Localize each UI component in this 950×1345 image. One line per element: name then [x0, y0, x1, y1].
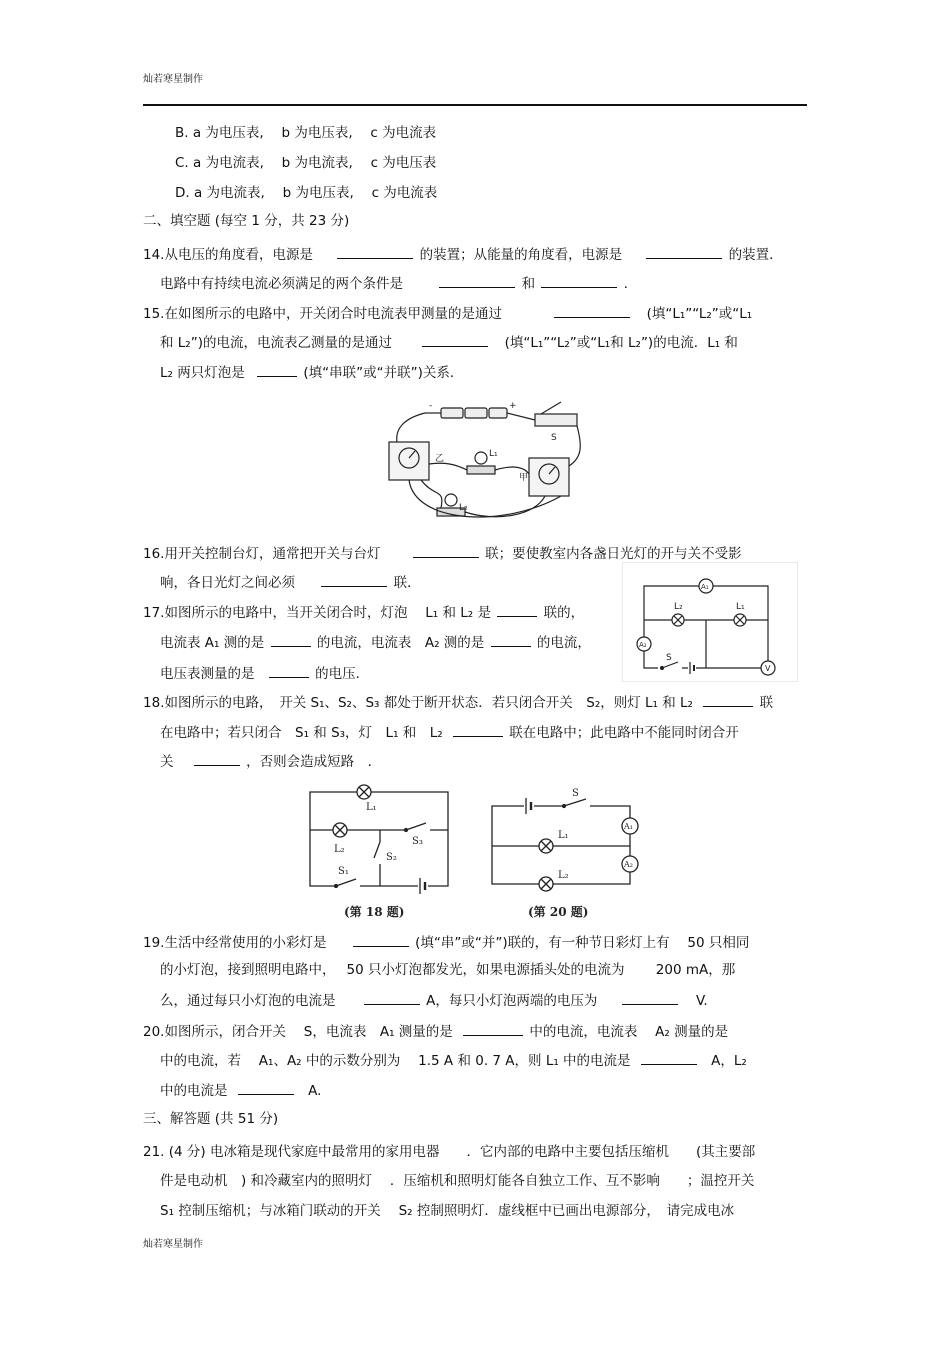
q19-blank-1[interactable]	[353, 932, 409, 947]
question-14-line-2	[160, 273, 637, 293]
knife-switch	[507, 402, 577, 426]
q14-blank-3[interactable]	[439, 273, 515, 288]
figure-q17-circuit	[622, 562, 798, 682]
q17-blank-1[interactable]	[497, 602, 537, 617]
question-20-line-3	[160, 1080, 321, 1100]
switch-s3-label: S₃	[412, 836, 423, 847]
q17-blank-2[interactable]	[271, 632, 311, 647]
lamp-l1-label: L₁	[558, 830, 569, 841]
q20-text-1: 20.如图所示，闭合开关 S，电流表 A₁ 测量的是	[143, 1024, 453, 1040]
q14-text-5: 和	[521, 276, 536, 292]
lamp-l1-symbol	[357, 785, 371, 799]
q17-text-1: 17.如图所示的电路中，当开关闭合时，灯泡 L₁ 和 L₂ 是	[143, 605, 492, 621]
voltmeter-label: V	[765, 664, 771, 673]
q19-text-3: 么，通过每只小灯泡的电流是	[160, 993, 336, 1009]
question-17-line-2	[160, 632, 591, 652]
question-18-line-3	[160, 751, 381, 771]
lamp-l1-symbol	[734, 614, 746, 626]
q17-blank-4[interactable]	[269, 663, 309, 678]
q18-text-1: 18.如图所示的电路， 开关 S₁、S₂、S₃ 都处于断开状态．若只闭合开关 S₂，则灯 L₁ 和 L₂	[143, 695, 693, 711]
q17-text-6: 电压表测量的是	[160, 666, 255, 682]
switch-s-symbol	[658, 662, 682, 673]
q18-text-3: 在电路中；若只闭合 S₁ 和 S₃，灯 L₁ 和 L₂	[160, 725, 443, 741]
q14-blank-2[interactable]	[646, 244, 722, 259]
q18-text-4: 联在电路中；此电路中不能同时闭合开	[509, 725, 739, 741]
question-14-line-1	[143, 244, 783, 264]
q14-text-4: 电路中有持续电流必须满足的两个条件是	[160, 276, 403, 292]
q19-text-2: (填“串”或“并”)联的，有一种节日彩灯上有 50 只相同	[415, 935, 750, 951]
battery-pack	[425, 408, 507, 418]
q19-text-5: V.	[695, 993, 708, 1009]
q15-text-2: (填“L₁”“L₂”或“L₁	[646, 306, 753, 322]
switch-s1-label: S₁	[338, 866, 349, 877]
section-fill-in-title: 二、填空题 (每空 1 分，共 23 分)	[143, 213, 350, 229]
q14-blank-4[interactable]	[541, 273, 617, 288]
question-18-line-2	[160, 722, 739, 742]
question-16-line-1	[143, 543, 742, 563]
q18-blank-2[interactable]	[453, 722, 503, 737]
lamp-l2-symbol	[672, 614, 684, 626]
switch-s2-label: S₂	[386, 852, 397, 863]
ammeter-a1-label: A₁	[624, 822, 633, 831]
switch-label: S	[551, 433, 557, 443]
question-19-line-2: 的小灯泡，接到照明电路中， 50 只小灯泡都发光，如果电源插头处的电流为 200 mA，那	[160, 962, 736, 978]
battery-symbol	[524, 798, 534, 814]
switch-s-label: S	[666, 653, 672, 663]
option-c: C. a 为电流表, b 为电流表, c 为电压表	[175, 155, 437, 171]
question-15-line-3	[160, 362, 463, 382]
lamp-l2-symbol	[539, 877, 553, 891]
q18-blank-1[interactable]	[703, 692, 753, 707]
ammeter-yi	[389, 442, 429, 480]
q20-blank-2[interactable]	[641, 1050, 697, 1065]
outer-loop	[310, 792, 448, 886]
q15-blank-1[interactable]	[554, 303, 630, 318]
question-19-line-3	[160, 990, 708, 1010]
ammeter-a1-label: A₁	[701, 583, 709, 591]
q15-text-3: 和 L₂”)的电流，电流表乙测量的是通过	[160, 335, 392, 351]
q15-text-1: 15.在如图所示的电路中，开关闭合时电流表甲测量的是通过	[143, 306, 502, 322]
q20-text-4: A，L₂	[711, 1053, 747, 1069]
page-header: 灿若寒星制作	[143, 74, 203, 85]
question-18-line-1	[143, 692, 773, 712]
figure-q15-circuit	[385, 398, 585, 530]
lamp-l1-label: L₁	[736, 602, 745, 612]
bulb-l2-label: L₂	[459, 503, 468, 513]
q14-text-1: 14.从电压的角度看，电源是	[143, 247, 313, 263]
q20-blank-3[interactable]	[238, 1080, 294, 1095]
q17-text-5: 的电流，	[536, 635, 591, 651]
q15-blank-3[interactable]	[257, 362, 297, 377]
q17-text-7: 的电压．	[315, 666, 370, 682]
q20-blank-1[interactable]	[463, 1021, 523, 1036]
question-21-line-1: 21. (4 分) 电冰箱是现代家庭中最常用的家用电器 ．它内部的电路中主要包括压缩机 (其主要部	[143, 1144, 756, 1160]
meter-yi-label: 乙	[435, 454, 445, 464]
q14-text-6: ．	[623, 276, 638, 292]
switch-s1-symbol	[334, 879, 360, 891]
lamp-l1-symbol	[539, 839, 553, 853]
figure-q20-circuit	[480, 780, 650, 922]
q16-blank-1[interactable]	[413, 543, 479, 558]
q15-text-4: (填“L₁”“L₂”或“L₁和 L₂”)的电流．L₁ 和	[504, 335, 738, 351]
question-19-line-1	[143, 932, 749, 952]
battery-minus-label: -	[429, 401, 433, 411]
figure-q18-circuit	[300, 780, 460, 922]
q18-text-5: 关	[160, 754, 174, 770]
q16-text-1: 16.用开关控制台灯，通常把开关与台灯	[143, 546, 381, 562]
question-20-line-1	[143, 1021, 728, 1041]
figure-20-caption: (第 20 题)	[528, 905, 589, 919]
q16-text-4: 联．	[393, 575, 421, 591]
q14-blank-1[interactable]	[337, 244, 413, 259]
switch-s-label: S	[572, 788, 579, 799]
lamp-l2-symbol	[333, 823, 347, 837]
q15-text-6: (填“串联”或“并联”)关系．	[303, 365, 464, 381]
q15-text-5: L₂ 两只灯泡是	[160, 365, 245, 381]
question-15-line-2	[160, 332, 738, 352]
lamp-l2-label: L₂	[334, 844, 345, 855]
header-rule	[143, 104, 807, 106]
option-b: B. a 为电压表, b 为电压表, c 为电流表	[175, 125, 437, 141]
question-20-line-2	[160, 1050, 747, 1070]
q20-text-6: A.	[308, 1083, 322, 1099]
question-17-line-3	[160, 663, 369, 683]
q17-text-4: 的电流，电流表 A₂ 测的是	[316, 635, 485, 651]
lamp-l2-label: L₂	[558, 870, 569, 881]
ammeter-a2-label: A₂	[639, 641, 647, 649]
question-15-line-1	[143, 303, 752, 323]
q16-text-2: 联；要使教室内各盏日光灯的开与关不受影	[485, 546, 742, 562]
ammeter-jia	[529, 458, 569, 496]
q18-blank-3[interactable]	[194, 751, 240, 766]
option-d: D. a 为电流表, b 为电压表, c 为电流表	[175, 185, 438, 201]
q19-blank-2[interactable]	[364, 990, 420, 1005]
lamp-l2-label: L₂	[674, 602, 683, 612]
meter-jia-label: 甲	[519, 473, 529, 483]
q19-text-4: A，每只小灯泡两端的电压为	[426, 993, 598, 1009]
q14-text-2: 的装置；从能量的角度看，电源是	[419, 247, 623, 263]
q17-text-2: 联的，	[543, 605, 585, 621]
q17-text-3: 电流表 A₁ 测的是	[160, 635, 265, 651]
switch-s-symbol	[562, 799, 590, 812]
q17-blank-3[interactable]	[491, 632, 531, 647]
q19-text-1: 19.生活中经常使用的小彩灯是	[143, 935, 327, 951]
question-21-line-3: S₁ 控制压缩机；与冰箱门联动的开关 S₂ 控制照明灯．虚线框中已画出电源部分， 请完成电冰	[160, 1203, 735, 1219]
question-17-line-1	[143, 602, 584, 622]
switch-s2-symbol	[374, 830, 380, 886]
q16-blank-2[interactable]	[321, 572, 387, 587]
page-footer: 灿若寒星制作	[143, 1239, 203, 1250]
section-answer-title: 三、解答题 (共 51 分)	[143, 1111, 279, 1127]
battery-symbol	[688, 662, 696, 674]
q19-blank-3[interactable]	[622, 990, 678, 1005]
q16-text-3: 响，各日光灯之间必须	[160, 575, 295, 591]
lamp-l1-label: L₁	[366, 802, 377, 813]
q18-text-2: 联	[759, 695, 774, 711]
question-16-line-2	[160, 572, 421, 592]
q14-text-3: 的装置．	[728, 247, 783, 263]
q20-text-2: 中的电流，电流表 A₂ 测量的是	[529, 1024, 729, 1040]
figure-18-caption: (第 18 题)	[344, 905, 405, 919]
bulb-l1-label: L₁	[489, 449, 498, 459]
question-21-line-2: 件是电动机 ) 和冷藏室内的照明灯 ．压缩机和照明灯能各自独立工作、互不影响 ；温控开关	[160, 1173, 755, 1189]
q20-text-5: 中的电流是	[160, 1083, 228, 1099]
q15-blank-2[interactable]	[422, 332, 488, 347]
switch-s3-symbol	[404, 823, 430, 835]
battery-plus-label: +	[509, 401, 517, 411]
ammeter-a2-label: A₂	[624, 860, 633, 869]
q18-text-6: ，否则会造成短路 ．	[246, 754, 382, 770]
q20-text-3: 中的电流，若 A₁、A₂ 中的示数分别为 1.5 A 和 0. 7 A，则 L₁ 中的电流是	[160, 1053, 631, 1069]
battery-symbol	[418, 878, 428, 894]
